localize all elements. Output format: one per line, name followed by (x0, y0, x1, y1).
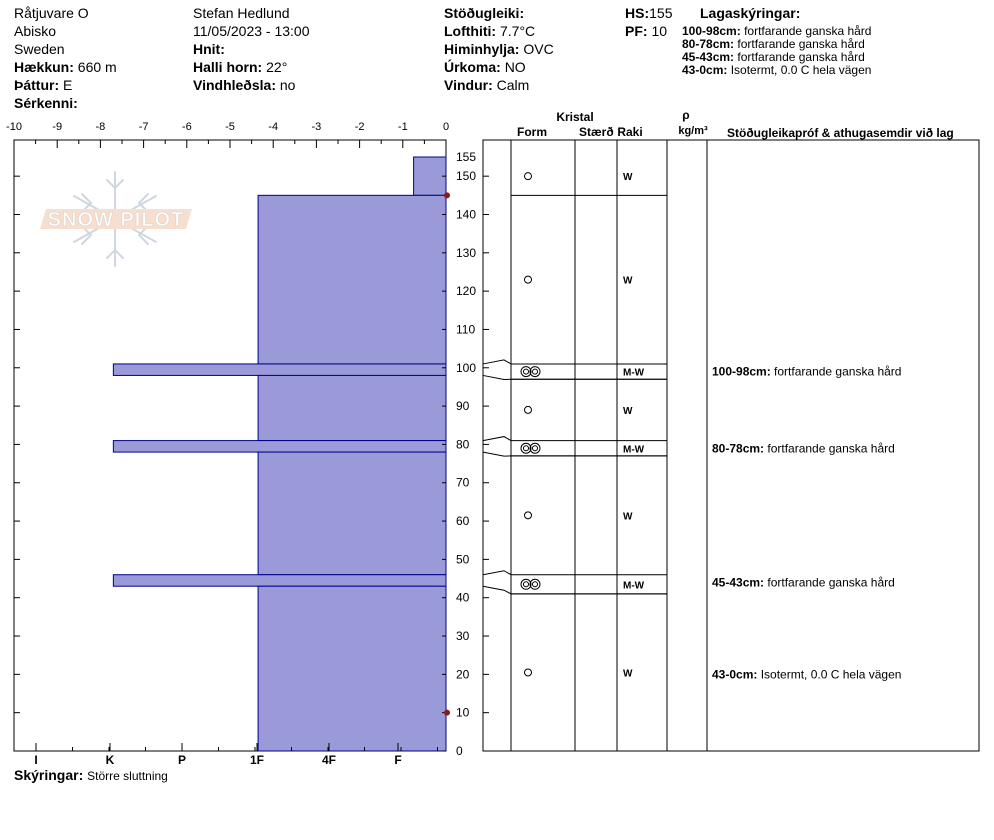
aspect-label: Þáttur: (14, 77, 60, 93)
layer-connector (483, 360, 511, 364)
layer-bar (113, 575, 446, 586)
legend-text: fortfarande ganska hård (744, 24, 872, 38)
moisture-value: M-W (623, 367, 645, 379)
melt-freeze-grain-icon (524, 582, 529, 587)
precip-label: Úrkoma: (444, 59, 501, 75)
legend-range: 45-43cm: (682, 50, 735, 64)
moisture-value: W (623, 172, 633, 184)
elevation-value: 660 m (77, 59, 117, 75)
comment-range: 45-43cm: (712, 575, 765, 590)
wind-load-label: Vindhleðsla: (193, 77, 276, 93)
moisture-value: W (623, 275, 633, 287)
temp-tick-label: -5 (225, 121, 235, 133)
comment-text: fortfarande ganska hård (764, 575, 895, 590)
coords-label: Hnit: (193, 41, 225, 57)
density-unit: kg/m³ (678, 125, 708, 137)
specifics-label: Sérkenni: (14, 95, 78, 111)
melt-freeze-grain-icon (524, 369, 529, 374)
observation-datetime: 11/05/2023 - 13:00 (193, 23, 310, 39)
hs-value: 155 (649, 5, 673, 21)
melt-freeze-grain-icon (533, 369, 538, 374)
layer-comment (712, 365, 901, 379)
footer-label: Skýringar: (14, 767, 84, 783)
temp-tick-label: -6 (181, 121, 192, 133)
hardness-label: 4F (321, 753, 337, 767)
sky-label: Himinhylja: (444, 41, 520, 57)
location-name: Råtjuvare O (14, 5, 89, 21)
country-name: Sweden (14, 41, 65, 57)
depth-label: 130 (456, 245, 477, 260)
air-temp-label: Lofthiti: (444, 23, 497, 39)
size-header: Stærð (579, 125, 614, 139)
layer-connector (483, 571, 511, 575)
layer-connector (483, 437, 511, 441)
comments-header: Stöðugleikapróf & athugasemdir við lag (727, 126, 954, 140)
depth-label: 155 (456, 150, 477, 164)
layer-connector (483, 452, 511, 456)
temp-tick-label: -2 (354, 121, 365, 133)
depth-label: 70 (456, 475, 470, 490)
depth-label: 100 (456, 360, 477, 375)
round-grain-icon (525, 512, 532, 519)
depth-label: 40 (456, 590, 470, 605)
hardness-label: K (105, 753, 115, 767)
depth-label: 150 (456, 169, 477, 184)
legend-text: Isotermt, 0.0 C hela vägen (730, 63, 872, 77)
stability-label: Stöðugleiki: (444, 5, 525, 21)
crystal-header: Kristal (556, 110, 594, 124)
wind-label: Vindur: (444, 77, 493, 93)
depth-label: 120 (456, 284, 477, 299)
temp-tick-label: -9 (52, 121, 63, 133)
legend-title-text: Lagaskýringar: (700, 5, 801, 21)
snowpilot-watermark (40, 172, 192, 266)
moisture-value: W (623, 511, 633, 523)
depth-label: 10 (456, 705, 470, 720)
melt-freeze-grain-icon (524, 446, 529, 451)
moisture-value: M-W (623, 444, 645, 456)
comment-text: fortfarande ganska hård (764, 441, 895, 456)
depth-label: 30 (456, 629, 470, 644)
depth-label: 0 (456, 744, 463, 758)
layer-table-rows (483, 172, 901, 681)
hardness-label: 1F (249, 753, 265, 767)
air-temp-value: 7.7°C (499, 23, 536, 39)
temperature-axis (6, 121, 449, 148)
hardness-label: P (177, 753, 187, 767)
hardness-label: I (34, 753, 38, 767)
depth-label: 20 (456, 667, 470, 682)
layer-bar (113, 364, 446, 375)
melt-freeze-grain-icon (533, 446, 538, 451)
watermark-text: SNOW PILOT (47, 209, 185, 231)
legend-text: fortfarande ganska hård (737, 50, 865, 64)
comment-text: fortfarande ganska hård (770, 364, 902, 379)
layer-bar (258, 195, 446, 364)
elevation-label: Hækkun: (14, 59, 74, 75)
comment-text: Isotermt, 0.0 C hela vägen (757, 667, 902, 682)
temp-tick-label: -8 (95, 121, 106, 133)
slope-value: 22° (266, 59, 288, 75)
temp-tick-label: -7 (138, 121, 149, 133)
layer-bar (414, 157, 446, 195)
sky-value: OVC (523, 41, 554, 57)
layer-comment (712, 667, 901, 681)
round-grain-icon (525, 406, 532, 413)
temperature-point (444, 710, 450, 716)
temp-tick-label: -10 (6, 121, 22, 133)
region-name: Abisko (14, 23, 57, 39)
moisture-value: W (623, 668, 633, 680)
temp-tick-label: 0 (442, 121, 450, 133)
hs-label: HS: (625, 5, 650, 21)
temp-tick-label: -4 (268, 121, 279, 133)
legend-range: 80-78cm: (682, 37, 735, 51)
depth-label: 110 (456, 322, 476, 337)
layer-comment (712, 575, 895, 589)
form-header: Form (517, 125, 547, 139)
depth-label: 80 (456, 437, 470, 452)
comment-range: 100-98cm: (712, 364, 771, 379)
round-grain-icon (525, 173, 532, 180)
legend-range: 100-98cm: (682, 24, 741, 38)
temp-tick-label: -1 (397, 121, 408, 133)
layer-bar (113, 441, 446, 452)
depth-label: 50 (456, 552, 470, 567)
temp-tick-label: -3 (311, 121, 322, 133)
comment-range: 43-0cm: (712, 667, 758, 682)
footer-notes (14, 767, 168, 783)
comment-range: 80-78cm: (712, 441, 765, 456)
depth-label: 140 (456, 207, 477, 222)
wind-load-value: no (279, 77, 296, 93)
temperature-point (444, 192, 450, 198)
melt-freeze-grain-icon (533, 582, 538, 587)
depth-label: 90 (456, 399, 470, 414)
pf-label: PF: (625, 23, 648, 39)
wind-value: Calm (496, 77, 530, 93)
depth-label: 60 (456, 514, 470, 529)
layer-comment (712, 441, 895, 455)
layer-bar (258, 452, 446, 575)
observer-name: Stefan Hedlund (193, 5, 290, 21)
layer-bar (258, 375, 446, 440)
density-symbol: ρ (682, 108, 690, 122)
round-grain-icon (525, 669, 532, 676)
round-grain-icon (525, 276, 532, 283)
moisture-value: W (623, 405, 633, 417)
hardness-label: F (394, 753, 402, 767)
moisture-value: M-W (623, 580, 645, 592)
moisture-header: Raki (617, 125, 643, 139)
legend-text: fortfarande ganska hård (737, 37, 865, 51)
layer-bar (258, 586, 446, 751)
precip-value: NO (504, 59, 526, 75)
aspect-value: E (63, 77, 73, 93)
layer-connector (483, 375, 511, 379)
layer-connector (483, 586, 511, 594)
pf-value: 10 (651, 23, 668, 39)
footer-text: Större sluttning (87, 769, 168, 783)
slope-label: Halli horn: (193, 59, 263, 75)
legend-range: 43-0cm: (682, 63, 728, 77)
layer-bars (113, 157, 446, 751)
